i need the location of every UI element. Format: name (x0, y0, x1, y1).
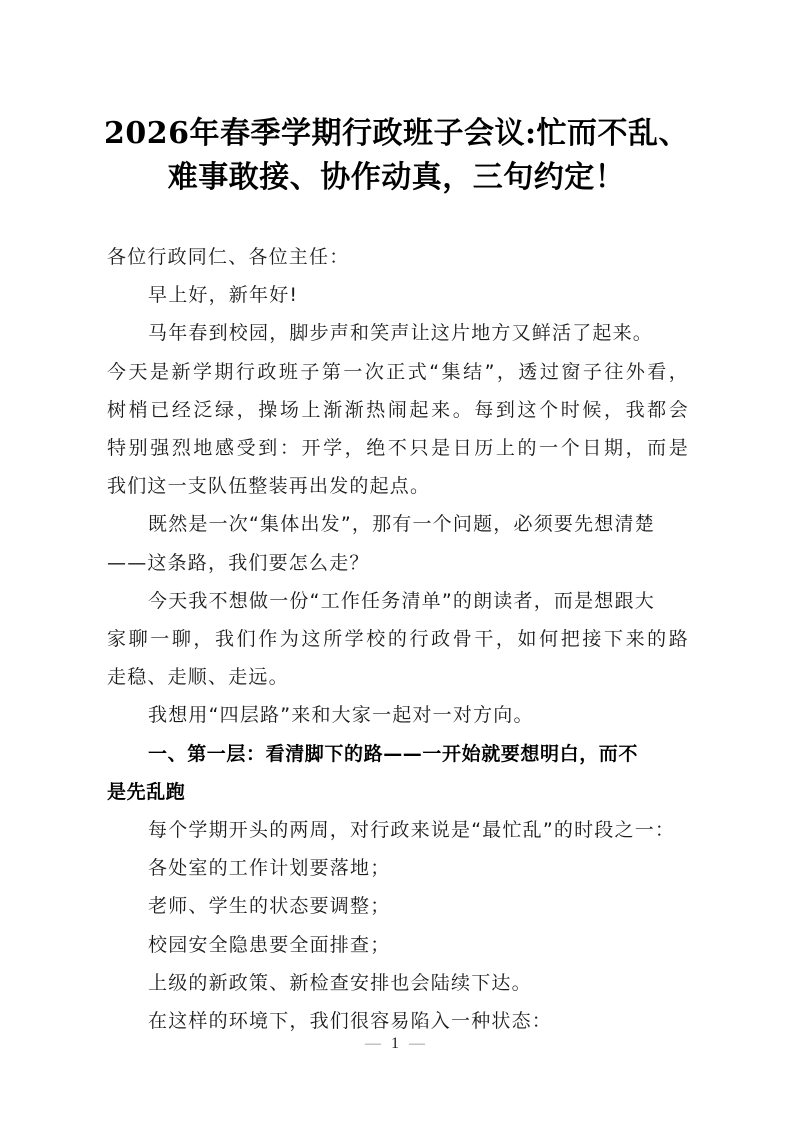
paragraph-line: 马年春到校园，脚步声和笑声让这片地方又鲜活了起来。 (148, 322, 654, 345)
paragraph-line: 我想用“四层路”来和大家一起对一对方向。 (148, 704, 534, 727)
paragraph-purpose (107, 582, 689, 697)
page-number-value: 1 (391, 1035, 402, 1052)
paragraph-line: 今天我不想做一份“工作任务清单”的朗读者，而是想跟大 (148, 589, 655, 612)
greeting (107, 238, 689, 276)
paragraph-line: 既然是一次“集体出发”，那有一个问题，必须要先想清楚 (148, 513, 655, 536)
paragraph-greeting-wishes (107, 276, 689, 314)
list-item-safety (107, 926, 689, 964)
paragraph-line: ——这条路，我们要怎么走？ (107, 551, 370, 574)
paragraph-line: 树梢已经泛绿，操场上渐渐热闹起来。每到这个时候，我都会 (107, 398, 689, 421)
paragraph-line: 老师、学生的状态要调整； (148, 895, 391, 918)
heading-line: 是先乱跑 (107, 780, 186, 803)
heading-line: 一、第一层：看清脚下的路——一开始就要想明白，而不 (148, 742, 639, 765)
paragraph-question (107, 505, 689, 581)
paragraph-line: 家聊一聊，我们作为这所学校的行政骨干，如何把接下来的路 (107, 628, 689, 651)
paragraph-line: 在这样的环境下，我们很容易陷入一种状态： (148, 1010, 553, 1033)
paragraph-line: 走稳、走顺、走远。 (107, 666, 289, 689)
section-heading-1 (107, 735, 689, 811)
list-item-work-plan (107, 849, 689, 887)
document-title (90, 112, 703, 200)
paragraph-line: 今天是新学期行政班子第一次正式“集结”，透过窗子往外看， (107, 360, 689, 383)
paragraph-four-layers (107, 696, 689, 734)
paragraph-line: 早上好，新年好! (148, 284, 299, 307)
document-body (107, 238, 689, 1040)
page-number-dash-left: — (365, 1035, 384, 1052)
paragraph-line: 上级的新政策、新检查安排也会陆续下达。 (148, 971, 532, 994)
list-item-policy (107, 964, 689, 1002)
paragraph-line: 每个学期开头的两周，对行政来说是“最忙乱”的时段之一： (148, 819, 676, 842)
paragraph-line: 我们这一支队伍整装再出发的起点。 (107, 475, 431, 498)
greeting-line: 各位行政同仁、各位主任： (107, 246, 350, 268)
paragraph-intro (107, 314, 689, 505)
paragraph-busy-period (107, 811, 689, 849)
paragraph-line: 各处室的工作计划要落地； (148, 857, 391, 880)
page-number-dash-right: — (409, 1035, 428, 1052)
page-number (0, 1035, 793, 1053)
title-line-1: 2026年春季学期行政班子会议:忙而不乱、 (103, 116, 690, 151)
paragraph-line: 校园安全隐患要全面排查； (148, 933, 391, 956)
paragraph-line: 特别强烈地感受到：开学，绝不只是日历上的一个日期，而是 (107, 437, 689, 460)
title-line-2: 难事敢接、协作动真，三句约定！ (167, 160, 626, 195)
list-item-teacher-student (107, 887, 689, 925)
